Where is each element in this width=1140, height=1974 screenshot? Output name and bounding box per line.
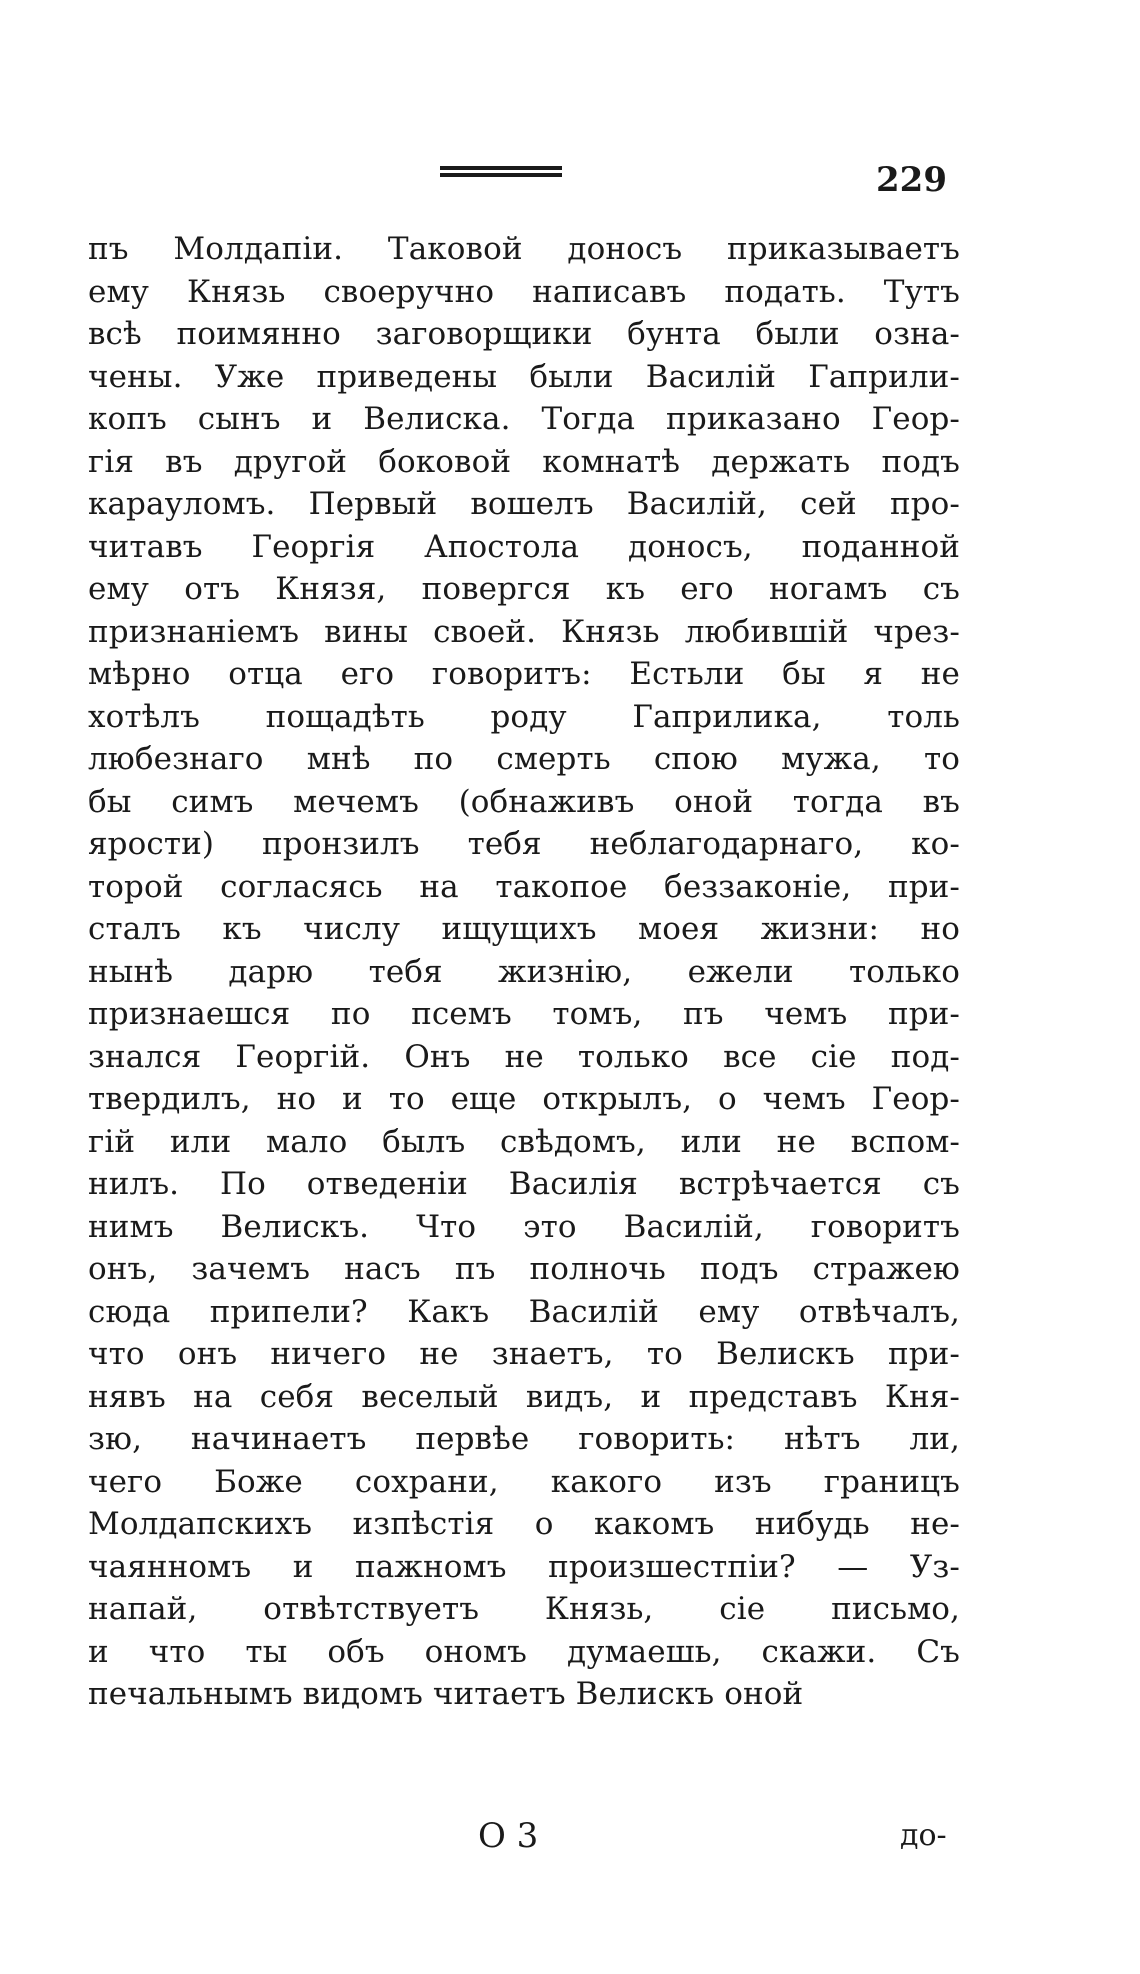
text-line: пъ Молдапіи. Таковой доносъ приказываетъ [88, 231, 960, 267]
body-text [88, 228, 960, 1716]
text-line: знался Георгій. Онъ не только все сіе под- [88, 1038, 960, 1075]
text-line: гія въ другой боковой комнатѣ держать подъ [88, 443, 960, 480]
text-line: нынѣ дарю тебя жизнію, ежели только [88, 953, 960, 990]
text-line: мѣрно отца его говоритъ: Естьли бы я не [88, 656, 960, 692]
text-line: зю, начинаетъ первѣе говорить: нѣтъ ли, [88, 1421, 960, 1457]
signature-mark: O 3 [478, 1816, 539, 1856]
text-line: Молдапскихъ изпѣстія о какомъ нибудь не- [88, 1506, 960, 1542]
text-line: признаешся по псемъ томъ, пъ чемъ при- [88, 996, 960, 1032]
text-line: ему отъ Князя, повергся къ его ногамъ съ [88, 571, 960, 607]
text-line: нилъ. По отведеніи Василія встрѣчается съ [88, 1166, 960, 1202]
text-line: напай, отвѣтствуетъ Князь, сіе письмо, [88, 1591, 960, 1627]
text-line: онъ, зачемъ насъ пъ полночь подъ стражею [88, 1251, 960, 1287]
page-number: 229 [876, 160, 947, 200]
text-line: нявъ на себя веселый видъ, и представъ Кня- [88, 1378, 960, 1415]
text-line: копъ сынъ и Велиска. Тогда приказано Геор- [88, 401, 960, 437]
text-line: печальнымъ видомъ читаетъ Велискъ оной [88, 1676, 804, 1712]
text-line: признаніемъ вины своей. Князь любившій чрез- [88, 613, 960, 650]
text-line: ярости) пронзилъ тебя неблагодарнаго, ко- [88, 826, 960, 862]
catchword: до- [900, 1818, 947, 1853]
text-line: хотѣлъ пощадѣть роду Гаприлика, толь [88, 698, 960, 735]
text-line: сюда припели? Какъ Василій ему отвѣчалъ, [88, 1293, 960, 1330]
text-line: читавъ Георгія Апостола доносъ, поданной [88, 528, 960, 565]
text-line: нимъ Велискъ. Что это Василій, говоритъ [88, 1208, 960, 1245]
text-line: любезнаго мнѣ по смерть спою мужа, то [88, 741, 960, 777]
text-line: торой согласясь на такопое беззаконіе, при- [88, 868, 960, 905]
text-line: твердилъ, но и то еще открылъ, о чемъ Геор- [88, 1081, 960, 1117]
text-line: всѣ поимянно заговорщики бунта были озна- [88, 316, 960, 352]
text-line: бы симъ мечемъ (обнаживъ оной тогда въ [88, 783, 960, 820]
text-line: карауломъ. Первый вошелъ Василій, сей про- [88, 486, 960, 522]
text-line: чего Боже сохрани, какого изъ границъ [88, 1463, 960, 1500]
text-line: что онъ ничего не знаетъ, то Велискъ при- [88, 1336, 960, 1372]
text-line: и что ты объ ономъ думаешь, скажи. Съ [88, 1633, 960, 1670]
text-line: чены. Уже приведены были Василій Гаприли- [88, 358, 960, 395]
text-line: сталъ къ числу ищущихъ моея жизни: но [88, 911, 960, 947]
text-line: чаянномъ и пажномъ произшестпіи? — Уз- [88, 1548, 960, 1585]
header-double-rule [440, 166, 562, 182]
text-line: ему Князь своеручно написавъ подать. Тутъ [88, 273, 960, 310]
text-line: гій или мало былъ свѣдомъ, или не вспом- [88, 1123, 960, 1160]
